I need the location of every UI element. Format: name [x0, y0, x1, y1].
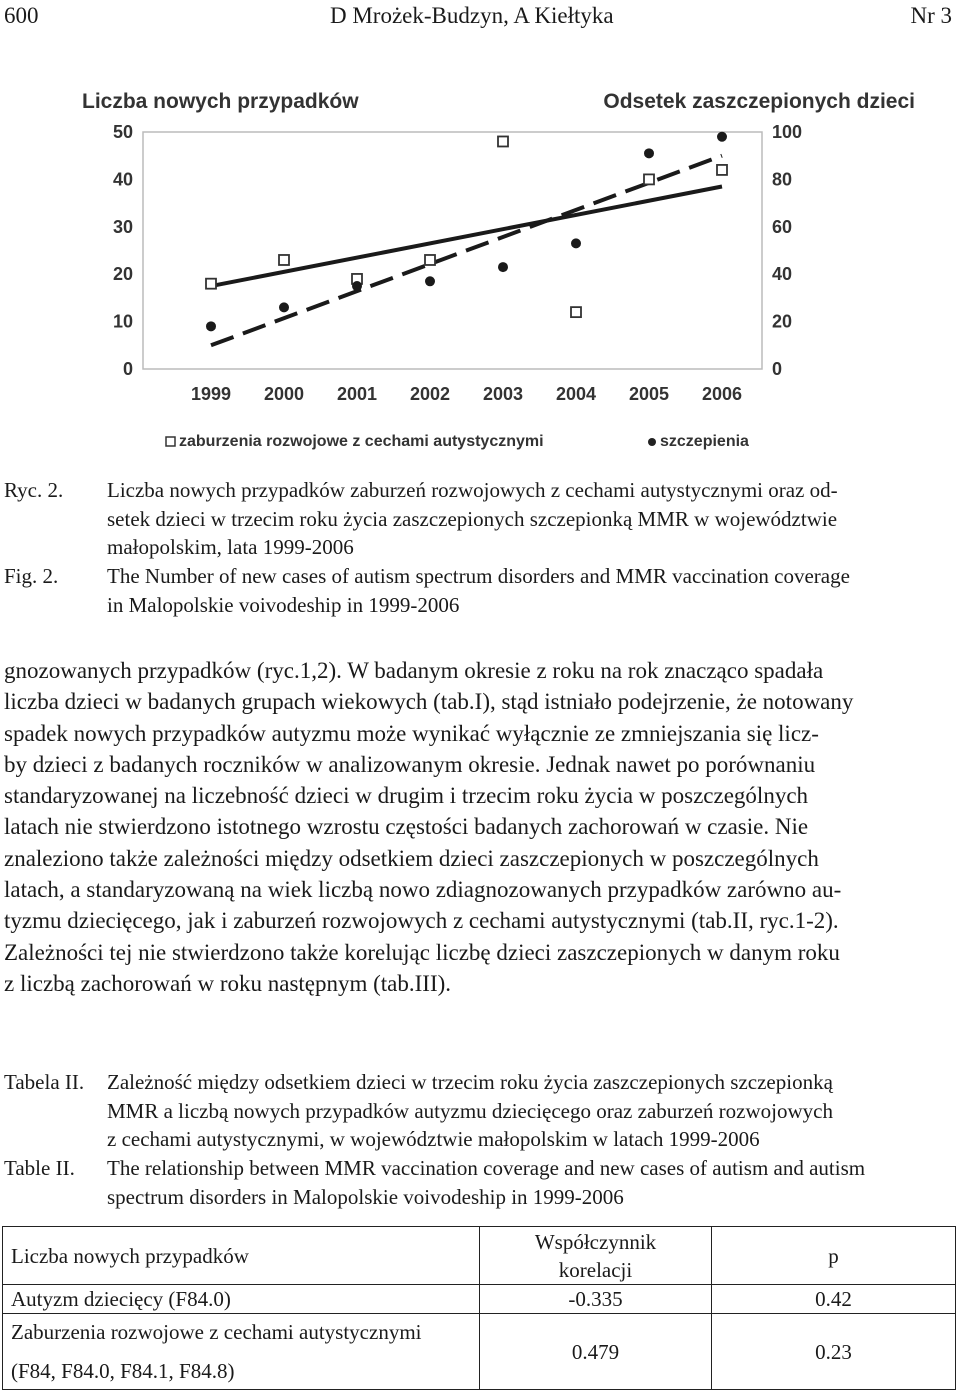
- legend-circle-marker: [648, 438, 656, 446]
- running-authors: D Mrożek-Budzyn, A Kiełtyka: [330, 3, 614, 28]
- data-point-disorders: [279, 255, 289, 265]
- caption-line: The Number of new cases of autism spectrum disorders and MMR vaccination coverage: [107, 564, 850, 588]
- caption-line: in Malopolskie voivodeship in 1999-2006: [107, 592, 460, 617]
- data-point-vaccination: [571, 238, 581, 248]
- header-cell-coefficient: [480, 1227, 712, 1285]
- data-point-vaccination: [206, 321, 216, 331]
- row-label-line1: Zaburzenia rozwojowe z cechami autystycznymi: [11, 1320, 422, 1344]
- caption-line: Liczba nowych przypadków zaburzeń rozwojowych z cechami autystycznymi oraz od-: [107, 478, 838, 502]
- body-line: tyzmu dziecięcego, jak i zaburzeń rozwojowych z cechami autystycznymi (tab.II, ryc.1-2).: [4, 908, 839, 934]
- table-row: [3, 1285, 956, 1314]
- table-caption-text-pl: [107, 1068, 955, 1154]
- row-p-value: 0.42: [712, 1285, 956, 1314]
- x-axis-tick-label: 2005: [628, 384, 670, 404]
- body-line: latach nie stwierdzono istotnego wzrostu częstości badanych zachorowań w czasie. Nie: [4, 814, 809, 840]
- x-axis-tick-label: 2001: [336, 384, 378, 404]
- left-axis-tick-label: 40: [112, 169, 133, 190]
- row-label: Autyzm dziecięcy (F84.0): [3, 1285, 480, 1314]
- figure-caption-text-en: [107, 562, 955, 619]
- right-axis-title: Odsetek zaszczepionych dzieci: [603, 90, 915, 113]
- right-axis-tick-label: 20: [772, 311, 793, 332]
- caption-line: z cechami autystycznymi, w województwie małopolskim w latach 1999-2006: [107, 1127, 760, 1151]
- correlation-table: [2, 1226, 956, 1390]
- row-coefficient: 0.479: [480, 1314, 712, 1390]
- left-axis-tick-label: 20: [112, 264, 133, 285]
- body-line: gnozowanych przypadków (ryc.1,2). W badanym okresie z roku na rok znacząco spadała: [4, 658, 824, 683]
- data-point-disorders: [571, 307, 581, 317]
- figure-caption-label-en: Fig. 2.: [4, 564, 59, 588]
- figure-caption-label-pl: Ryc. 2.: [4, 478, 64, 502]
- row-label: [3, 1314, 480, 1390]
- left-axis-title: Liczba nowych przypadków: [82, 90, 359, 113]
- data-point-disorders: [717, 165, 727, 175]
- data-point-vaccination: [279, 302, 289, 312]
- caption-line: Zależność między odsetkiem dzieci w trzecim roku życia zaszczepionych szczepionką: [107, 1070, 833, 1094]
- x-axis-tick-label: 2006: [701, 384, 743, 404]
- x-axis-tick-label: 1999: [190, 384, 232, 404]
- body-line: spadek nowych przypadków autyzmu może wynikać wyłącznie ze zmniejszania się licz-: [4, 720, 819, 746]
- right-axis-tick-label: 80: [772, 169, 793, 190]
- trend-line-disorders: [211, 187, 722, 287]
- figure-chart: [70, 82, 930, 462]
- table-row: [3, 1314, 956, 1390]
- page-number: 600: [4, 3, 39, 28]
- header-cell-cases: Liczba nowych przypadków: [3, 1227, 480, 1285]
- data-point-disorders: [644, 174, 654, 184]
- x-axis-tick-label: 2003: [482, 384, 524, 404]
- data-point-disorders: [498, 136, 508, 146]
- x-axis-tick-label: 2000: [263, 384, 305, 404]
- data-point-disorders: [206, 279, 216, 289]
- legend-square-marker: [166, 437, 175, 446]
- figure-caption-text-pl: [107, 476, 955, 562]
- left-axis-tick-label: 50: [112, 122, 133, 142]
- plot-frame: [143, 132, 762, 369]
- data-point-vaccination: [644, 148, 654, 158]
- header-cell-p: p: [712, 1227, 956, 1285]
- body-paragraph: [4, 655, 954, 999]
- data-point-vaccination: [717, 132, 727, 142]
- data-point-vaccination: [498, 262, 508, 272]
- right-axis-tick-label: 60: [772, 216, 793, 237]
- table-caption-label-pl: Tabela II.: [4, 1070, 85, 1094]
- right-axis-tick-label: 100: [772, 122, 803, 142]
- caption-line: MMR a liczbą nowych przypadków autyzmu dziecięcego oraz zaburzeń rozwojowych: [107, 1098, 833, 1123]
- left-axis-tick-label: 10: [112, 311, 133, 332]
- row-p-value: 0.23: [712, 1314, 956, 1390]
- issue-number: Nr 3: [910, 3, 952, 28]
- body-line: by dzieci z badanych roczników w analizowanym okresie. Jednak nawet po porównaniu: [4, 751, 816, 777]
- body-line: latach, a standaryzowaną na wiek liczbą nowo zdiagnozowanych przypadków zarówno au-: [4, 877, 842, 903]
- body-line: standaryzowanej na liczebność dzieci w drugim i trzecim roku życia w poszczególnych: [4, 783, 809, 809]
- chart-legend: [166, 433, 749, 450]
- right-axis-tick-label: 0: [772, 359, 783, 379]
- caption-line: spectrum disorders in Malopolskie voivodeship in 1999-2006: [107, 1184, 624, 1209]
- left-axis-tick-label: 0: [122, 359, 133, 379]
- right-axis-tick-label: 40: [772, 264, 793, 285]
- left-axis-tick-label: 30: [112, 216, 133, 237]
- body-line: Zależności tej nie stwierdzono także korelując liczbę dzieci zaszczepionych w danym roku: [4, 939, 840, 965]
- table-header-row: [3, 1227, 956, 1285]
- body-line: znaleziono także zależności między odsetkiem dzieci zaszczepionych w poszczególnych: [4, 845, 819, 871]
- row-coefficient: -0.335: [480, 1285, 712, 1314]
- caption-line: setek dzieci w trzecim roku życia zaszczepionych szczepionką MMR w województwie: [107, 506, 838, 531]
- data-point-vaccination: [425, 276, 435, 286]
- caption-line: małopolskim, lata 1999-2006: [107, 535, 354, 559]
- table-caption-text-en: [107, 1154, 955, 1211]
- caption-line: The relationship between MMR vaccination coverage and new cases of autism and autism: [107, 1156, 866, 1180]
- table-caption-label-en: Table II.: [4, 1156, 75, 1180]
- row-label-line2: (F84, F84.0, F84.1, F84.8): [11, 1359, 235, 1383]
- x-axis-tick-label: 2002: [409, 384, 451, 404]
- data-point-vaccination: [352, 281, 362, 291]
- legend-label-vaccination: szczepienia: [660, 433, 749, 450]
- data-point-disorders: [425, 255, 435, 265]
- header-coefficient-line1: Współczynnik: [534, 1229, 657, 1254]
- body-line: liczba dzieci w badanych grupach wiekowych (tab.I), stąd istniało podejrzenie, że notowany: [4, 689, 854, 715]
- body-line: z liczbą zachorowań w roku następnym (tab.III).: [4, 970, 452, 996]
- legend-label-disorders: zaburzenia rozwojowe z cechami autystycznymi: [179, 433, 544, 450]
- header-coefficient-line2: korelacji: [558, 1257, 633, 1282]
- x-axis-tick-label: 2004: [555, 384, 597, 404]
